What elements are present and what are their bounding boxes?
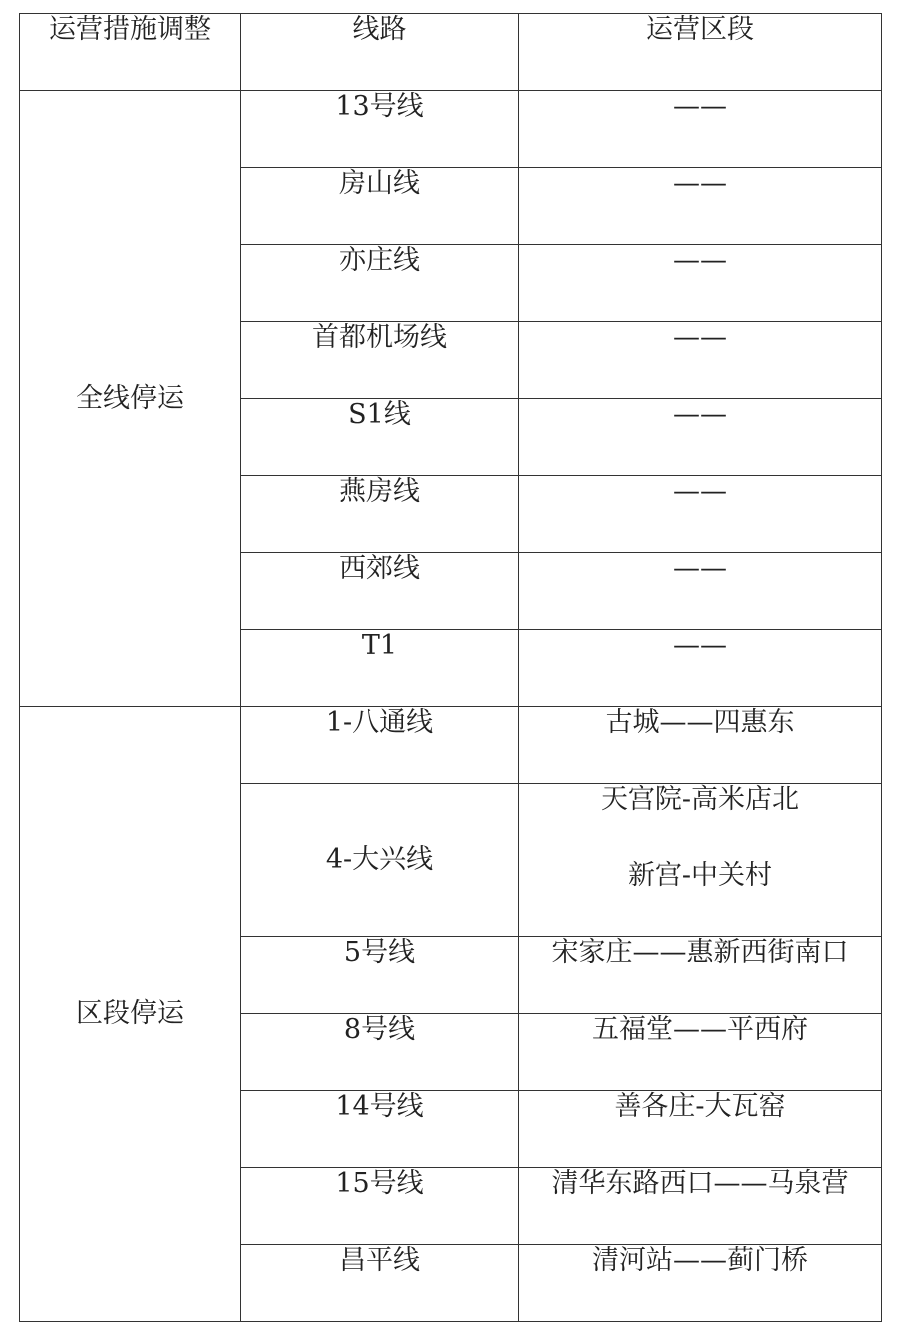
section-cell: —— (519, 168, 882, 245)
table-row (20, 707, 882, 784)
line-cell: S1线 (241, 399, 519, 476)
section-text: 天宫院-高米店北 (600, 784, 800, 815)
category-full-suspension: 全线停运 (20, 91, 241, 707)
section-cell: 清河站——蓟门桥 (519, 1245, 882, 1322)
section-spacer (519, 816, 881, 860)
line-cell: 5号线 (241, 937, 519, 1014)
section-cell: —— (519, 322, 882, 399)
line-cell: 13号线 (241, 91, 519, 168)
header-measure: 运营措施调整 (20, 14, 241, 91)
category-section-suspension: 区段停运 (20, 707, 241, 1322)
section-cell: —— (519, 399, 882, 476)
section-cell: —— (519, 91, 882, 168)
line-cell: 西郊线 (241, 553, 519, 630)
line-cell: 4-大兴线 (241, 784, 519, 937)
section-cell-multi (519, 784, 882, 937)
section-cell: 宋家庄——惠新西街南口 (519, 937, 882, 1014)
line-cell: 房山线 (241, 168, 519, 245)
line-cell: 8号线 (241, 1014, 519, 1091)
section-cell: 善各庄-大瓦窑 (519, 1091, 882, 1168)
section-cell: —— (519, 245, 882, 322)
line-cell: T1 (241, 630, 519, 707)
header-line: 线路 (241, 14, 519, 91)
section-cell: 五福堂——平西府 (519, 1014, 882, 1091)
section-cell: —— (519, 553, 882, 630)
line-cell: 14号线 (241, 1091, 519, 1168)
line-cell: 首都机场线 (241, 322, 519, 399)
table-row (20, 91, 882, 168)
section-cell: —— (519, 476, 882, 553)
line-cell: 燕房线 (241, 476, 519, 553)
line-cell: 昌平线 (241, 1245, 519, 1322)
section-cell: 清华东路西口——马泉营 (519, 1168, 882, 1245)
section-cell: 古城——四惠东 (519, 707, 882, 784)
header-row (20, 14, 882, 91)
line-cell: 15号线 (241, 1168, 519, 1245)
header-section: 运营区段 (519, 14, 882, 91)
section-cell: —— (519, 630, 882, 707)
section-text: 新宫-中关村 (627, 860, 773, 891)
line-cell: 亦庄线 (241, 245, 519, 322)
operations-table (19, 13, 882, 1322)
line-cell: 1-八通线 (241, 707, 519, 784)
